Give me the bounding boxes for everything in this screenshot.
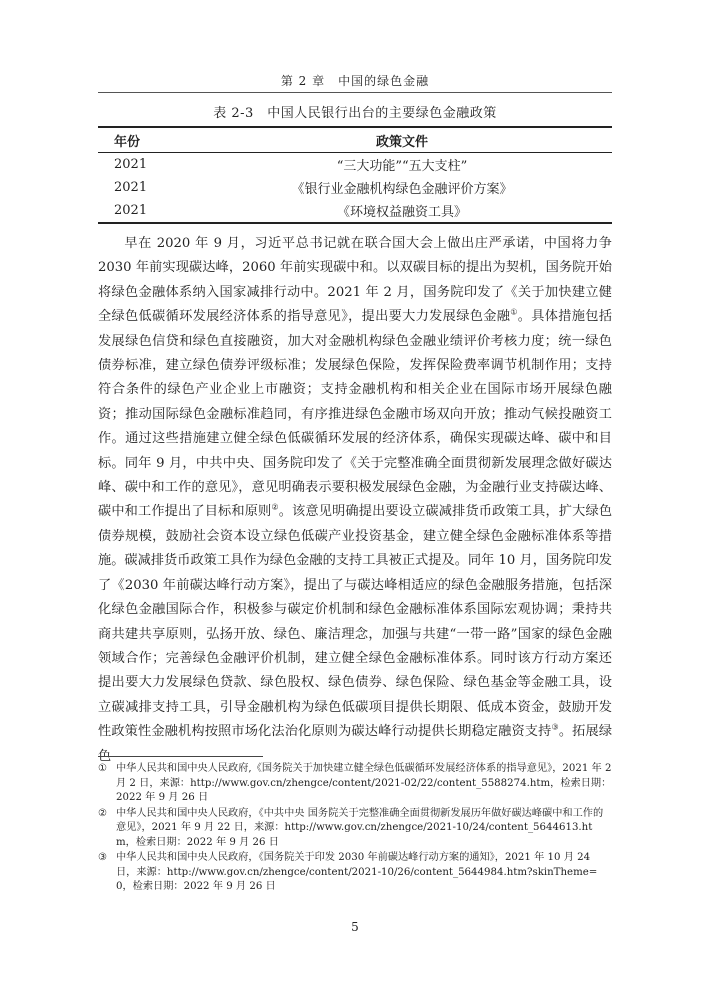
page-number: 5 [351, 920, 359, 934]
footnote-mark: ③ [98, 852, 108, 863]
footnotes [98, 762, 612, 896]
table-cell-year: 2021 [114, 157, 148, 172]
body-text-segment: 。具体措施包括发展绿色信贷和绿色直接融资，加大对金融机构绿色金融业绩评价考核力度；统一绿色债券标准，建立绿色债券评级标准；发展绿色保险，发挥保险费率调节机制作用；支持符合条件的绿色产业企业上市融资；支持金融机构和相关企业在国际市场开展绿色融资；推动国际绿色金融标准趋同，有序推进绿色金融市场双向开放；推动气候投融资工作。通过这些措施建立健全绿色低碳循环发展的经济体系，确保实现碳达峰、碳中和目标。同年 9 月，中共中央、国务院印发了《关于完整准确全面贯彻新发展理念做好碳达峰、碳中和工作的意见》，意见明确表示要积极发展绿色金融，为金融行业支持碳达峰、碳中和工作提出了目标和原则 [98, 309, 613, 520]
header-rule [98, 92, 612, 93]
table-cell-document: “三大功能”“五大支柱” [336, 159, 468, 174]
footnote-mark: ① [98, 763, 108, 774]
footnote-text: 中华人民共和国中央人民政府，《国务院关于印发 2030 年前碳达峰行动方案的通知》，2021 年 10 月 24 日，来源：http://www.gov.cn/zhengce/content/2021-10/26/content_5644984.htm?skinTheme=0，检索日期：2022 年 9 月 26 日 [116, 852, 598, 892]
table-cell-document: 《环境权益融资工具》 [192, 199, 612, 223]
table-cell-document: 《银行业金融机构绿色金融评价方案》 [291, 182, 513, 197]
table-header-row [98, 127, 612, 153]
table-caption: 表 2-3 中国人民银行出台的主要绿色金融政策 [213, 106, 497, 121]
body-text-segment: 早在 2020 年 9 月，习近平总书记就在联合国大会上做出庄严承诺，中国将力争 2030 年前实现碳达峰，2060 年前实现碳中和。以双碳目标的提出为契机，国务院开始将绿色金融体系纳入国家减排行动中。2021 年 2 月，国务院印发了《关于加快建立健全绿色低碳循环发展经济体系的指导意见》，提出要大力发展绿色金融 [98, 236, 612, 325]
body-paragraph [98, 232, 612, 769]
table-cell-year: 2021 [98, 199, 192, 223]
column-header-document: 政策文件 [192, 127, 612, 153]
footnote-rule [98, 756, 263, 757]
footnote [98, 807, 612, 851]
table-row [98, 176, 612, 199]
footnote-text: 中华人民共和国中央人民政府，《中共中央 国务院关于完整准确全面贯彻新发展历年做好碳达峰碳中和工作的意见》，2021 年 9 月 22 日，来源：http://www.gov.cn/zhengce/2021-10/24/content_5644613.htm，检索日期：2022 年 9 月 26 日 [116, 807, 604, 848]
footnote-mark: ② [98, 807, 108, 819]
table-row [98, 153, 612, 177]
footnote-ref-1: ① [510, 307, 518, 317]
table-row [98, 199, 612, 223]
body-text-segment: 。拓展绿色 [98, 724, 613, 764]
column-header-year: 年份 [98, 127, 192, 153]
footnote-ref-2: ② [271, 503, 279, 513]
table-cell-year: 2021 [114, 180, 148, 195]
policy-table [98, 126, 612, 224]
body-text-segment: 。该意见明确提出要设立碳减排货币政策工具，扩大绿色债券规模，鼓励社会资本设立绿色低碳产业投资基金，建立健全绿色金融标准体系等措施。碳减排货币政策工具作为绿色金融的支持工具被正式提及。同年 10 月，国务院印发了《2030 年前碳达峰行动方案》，提出了与碳达峰相适应的绿色金融服务措施，包括深化绿色金融国际合作，积极参与碳定价机制和绿色金融标准体系国际宏观协调；秉持共商共建共享原则，弘扬开放、绿色、廉洁理念，加强与共建“一带一路”国家的绿色金融领域合作；完善绿色金融评价机制，建立健全绿色金融标准体系。同时该方行动方案还提出要大力发展绿色贷款、绿色股权、绿色债券、绿色保险、绿色基金等金融工具，设立碳减排支持工具，引导金融机构为绿色低碳项目提供长期限、低成本资金，鼓励开发性政策性金融机构按照市场化法治化原则为碳达峰行动提供长期稳定融资支持 [98, 504, 613, 740]
footnote [98, 851, 612, 895]
footnote [98, 762, 612, 806]
footnote-ref-3: ③ [551, 722, 559, 732]
running-header: 第 2 章 中国的绿色金融 [280, 74, 430, 88]
footnote-text: 中华人民共和国中央人民政府,《国务院关于加快建立健全绿色低碳循环发展经济体系的指导意见》，2021 年 2 月 2 日，来源：http://www.gov.cn/zhengce/content/2021-02/22/content_5588274.htm，检索日期：2022 年 9 月 26 日 [116, 763, 612, 803]
